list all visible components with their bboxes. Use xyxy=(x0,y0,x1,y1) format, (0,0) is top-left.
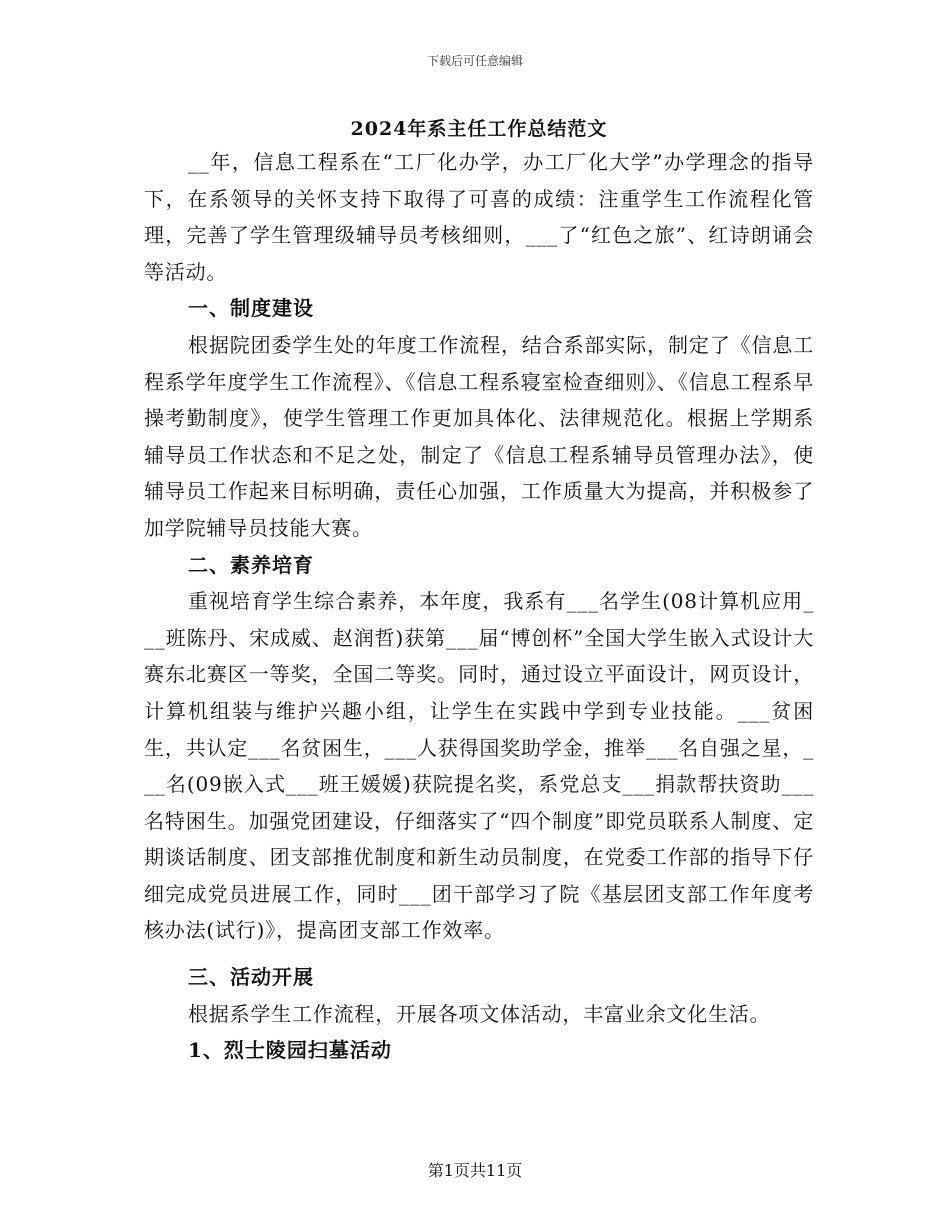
section-paragraph-quality-cultivation: 重视培育学生综合素养，本年度，我系有___名学生(08计算机应用___班陈丹、宋成威、赵润哲)获第___届“博创杯”全国大学生嵌入式设计大赛东北赛区一等奖，全国二等奖。同时，通过设立平面设计，网页设计，计算机组装与维护兴趣小组，让学生在实践中学到专业技能。___贫困生，共认定___名贫困生，___人获得国奖助学金，推举___名自强之星，___名(09嵌入式___班王媛媛)获院提名奖，系党总支___捐款帮扶资助___名特困生。加强党团建设，仔细落实了“四个制度”即党员联系人制度、定期谈话制度、团支部推优制度和新生动员制度，在党委工作部的指导下仔细完成党员进展工作，同时___团干部学习了院《基层团支部工作年度考核办法(试行)》，提高团支部工作效率。 xyxy=(144,589,814,943)
subheading-martyrs-cemetery: 1、烈士陵园扫墓活动 xyxy=(188,1038,392,1063)
intro-paragraph: __年，信息工程系在“工厂化办学，办工厂化大学”办学理念的指导下，在系领导的关怀支持下取得了可喜的成绩：注重学生工作流程化管理，完善了学生管理级辅导员考核细则，___了“红色之旅”、红诗朗诵会等活动。 xyxy=(144,150,814,284)
page-footer-page-number: 第1页共11页 xyxy=(427,1161,523,1180)
section-heading-activities: 三、活动开展 xyxy=(188,965,314,990)
section-heading-quality-cultivation: 二、素养培育 xyxy=(188,552,314,577)
section-paragraph-system-building: 根据院团委学生处的年度工作流程，结合系部实际，制定了《信息工程系学年度学生工作流程》、《信息工程系寝室检查细则》、《信息工程系早操考勤制度》，使学生管理工作更加具体化、法律规范化。根据上学期系辅导员工作状态和不足之处，制定了《信息工程系辅导员管理办法》，使辅导员工作起来目标明确，责任心加强，工作质量大为提高，并积极参了加学院辅导员技能大赛。 xyxy=(144,332,814,540)
page-header-note: 下载后可任意编辑 xyxy=(426,54,523,68)
document-body xyxy=(144,114,814,1069)
section-heading-system-building: 一、制度建设 xyxy=(188,296,314,321)
section-paragraph-activities: 根据系学生工作流程，开展各项文体活动，丰富业余文化生活。 xyxy=(188,1001,771,1026)
document-title: 2024年系主任工作总结范文 xyxy=(350,118,608,140)
